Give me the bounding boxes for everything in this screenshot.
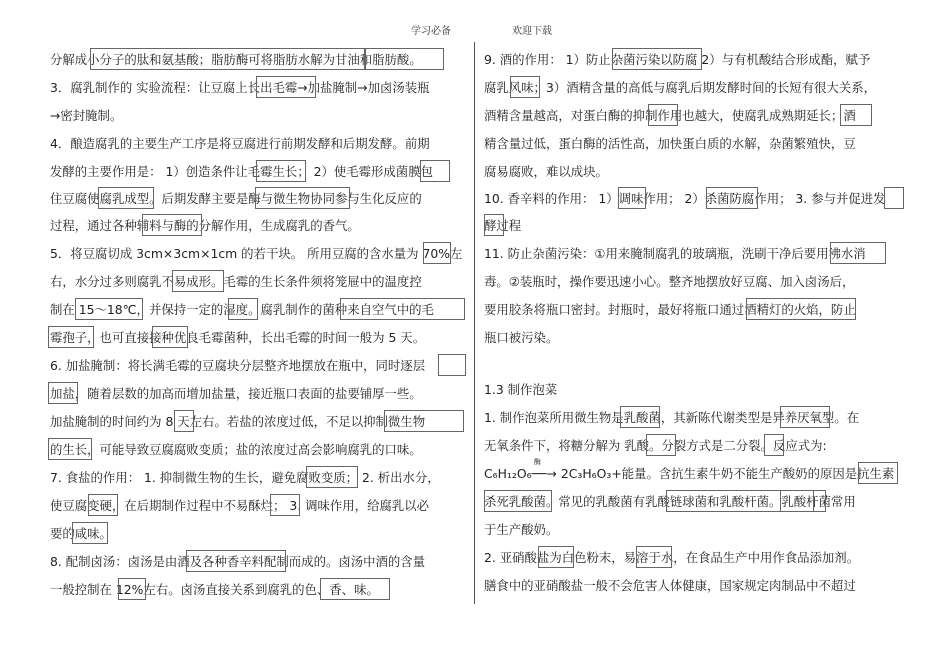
text-line: 制在 15～18℃，并保持一定的湿度。腐乳制作的菌种来自空气中的毛 [50, 302, 434, 317]
highlight-box [320, 578, 390, 600]
text-line: 瓶口被污染。 [484, 330, 559, 345]
highlight-box [270, 494, 300, 516]
highlight-box [646, 434, 676, 456]
header-right: 欢迎下载 [512, 26, 552, 37]
column-divider [474, 42, 475, 604]
text-line: 分解成小分子的肽和氨基酸；脂肪酶可将脂肪水解为甘油和脂肪酸。 [50, 52, 422, 67]
highlight-box [618, 187, 646, 209]
highlight-box [48, 326, 94, 348]
text-line: 发酵的主要作用是： 1）创造条件让毛霉生长； 2）使毛霉形成菌膜包 [50, 164, 433, 179]
text-line: 加盐，随着层数的加高而增加盐量，接近瓶口表面的盐要铺厚一些。 [50, 386, 422, 401]
highlight-box [884, 187, 904, 209]
text-line: 过程，通过各种辅料与酶的分解作用，生成腐乳的香气。 [50, 218, 360, 233]
text-line: 霉孢子，也可直接接种优良毛霉菌种，长出毛霉的时间一般为 5 天。 [50, 330, 426, 345]
text-line: 无氧条件下，将糖分解为 乳酸。分裂方式是二分裂。反应式为: [484, 438, 827, 453]
text-line: 9. 酒的作用： 1）防止杂菌污染以防腐 2）与有机酸结合形成酯，赋予 [484, 52, 871, 67]
text-line: 一般控制在 12%左右。卤汤直接关系到腐乳的色、香、味。 [50, 582, 379, 597]
highlight-box [484, 490, 552, 512]
text-line: 毒。②装瓶时，操作要迅速小心。整齐地摆放好豆腐、加入卤汤后， [484, 274, 855, 289]
highlight-box [764, 434, 784, 456]
text-line: 7. 食盐的作用： 1. 抑制微生物的生长，避免腐败变质； 2. 析出水分， [50, 470, 440, 485]
highlight-box [840, 104, 872, 126]
highlight-box [172, 270, 224, 292]
highlight-box [830, 242, 886, 264]
highlight-box [780, 406, 830, 428]
text-line: 酒精含量越高，对蛋白酶的抑制作用也越大，使腐乳成熟期延长；酒 [484, 108, 856, 123]
page-header [0, 22, 950, 36]
highlight-box [256, 160, 306, 182]
highlight-box [72, 522, 108, 544]
highlight-box [620, 406, 660, 428]
highlight-box [228, 298, 258, 320]
highlight-box [152, 326, 188, 348]
highlight-box [384, 410, 464, 432]
text-line: 住豆腐使腐乳成型。后期发酵主要是酶与微生物协同参与生化反应的 [50, 191, 422, 206]
enzyme-label: 酶 [534, 458, 541, 466]
text-line: 5．将豆腐切成 3cm×3cm×1cm 的若干块。 所用豆腐的含水量为 70%左 [50, 246, 463, 261]
text-line: 3．腐乳制作的 实验流程：让豆腐上长出毛霉→加盐腌制→加卤汤装瓶 [50, 80, 430, 95]
text-line: 11. 防止杂菌污染：①用来腌制腐乳的玻璃瓶，洗刷干净后要用沸水消 [484, 246, 866, 261]
highlight-box [706, 187, 758, 209]
text-line: 加盐腌制的时间约为 8 天左右。若盐的浓度过低，不足以抑制微生物 [50, 414, 426, 429]
highlight-box [255, 187, 350, 209]
text-line: 要用胶条将瓶口密封。封瓶时，最好将瓶口通过酒精灯的火焰，防止 [484, 302, 856, 317]
highlight-box [438, 354, 466, 376]
text-line: 2. 亚硝酸盐为白色粉末，易溶于水，在食品生产中用作食品添加剂。 [484, 550, 860, 565]
highlight-box [90, 48, 366, 70]
highlight-box [142, 214, 202, 236]
text-line: 膳食中的亚硝酸盐一般不会危害人体健康，国家规定肉制品中不超过 [484, 578, 856, 593]
highlight-box [746, 298, 856, 320]
highlight-box [340, 298, 465, 320]
highlight-box [648, 104, 678, 126]
highlight-box [306, 466, 358, 488]
highlight-box [538, 546, 574, 568]
highlight-box [510, 76, 540, 98]
highlight-box [420, 160, 450, 182]
text-line: →密封腌制。 [50, 108, 123, 123]
text-line: 1. 制作泡菜所用微生物是乳酸菌，其新陈代谢类型是异养厌氧型。在 [484, 410, 860, 425]
text-line: 腐乳风味；3）酒精含量的高低与腐乳后期发酵时间的长短有很大关系， [484, 80, 876, 95]
highlight-box [780, 490, 814, 512]
text-line: 腐易腐败，难以成块。 [484, 164, 608, 179]
highlight-box [423, 242, 451, 264]
highlight-box [858, 462, 898, 484]
text-line: 酵过程 [484, 218, 522, 233]
highlight-box [88, 494, 118, 516]
text-line: 10. 香辛料的作用： 1）调味作用； 2）杀菌防腐作用； 3. 参与并促进发 [484, 191, 886, 206]
text-line: 使豆腐变硬，在后期制作过程中不易酥烂； 3. 调味作用，给腐乳以必 [50, 498, 430, 513]
highlight-box [48, 382, 78, 404]
reaction-equation-line: C₆H₁₂O₆──→ 2C₃H₆O₃+能量。含抗生素牛奶不能生产酸奶的原因是抗生素 [484, 466, 895, 481]
highlight-box [612, 48, 702, 70]
header-left: 学习必备 [411, 26, 451, 37]
highlight-box [174, 410, 194, 432]
text-line: 的生长，可能导致豆腐腐败变质；盐的浓度过高会影响腐乳的口味。 [50, 442, 422, 457]
highlight-box [364, 48, 444, 70]
text-line: 要的咸味。 [50, 526, 112, 541]
text-line: 8. 配制卤汤：卤汤是由酒及各种香辛料配制而成的。卤汤中酒的含量 [50, 554, 426, 569]
text-line: 杀死乳酸菌。常见的乳酸菌有乳酸链球菌和乳酸杆菌。乳酸杆菌常用 [484, 494, 856, 509]
highlight-box [186, 550, 286, 572]
highlight-box [48, 438, 92, 460]
text-line: 6. 加盐腌制：将长满毛霉的豆腐块分层整齐地摆放在瓶中，同时逐层 [50, 358, 426, 373]
highlight-box [98, 187, 154, 209]
highlight-box [75, 298, 143, 320]
highlight-box [636, 546, 672, 568]
section-title: 1.3 制作泡菜 [484, 382, 558, 397]
highlight-box [256, 76, 316, 98]
highlight-box [118, 578, 146, 600]
text-line: 4．酿造腐乳的主要生产工序是将豆腐进行前期发酵和后期发酵。前期 [50, 136, 430, 151]
highlight-box [484, 214, 504, 236]
text-line: 右，水分过多则腐乳不易成形。毛霉的生长条件须将笼屉中的温度控 [50, 274, 422, 289]
text-line: 于生产酸奶。 [484, 522, 559, 537]
text-line: 精含量过低，蛋白酶的活性高，加快蛋白质的水解，杂菌繁殖快，豆 [484, 136, 856, 151]
